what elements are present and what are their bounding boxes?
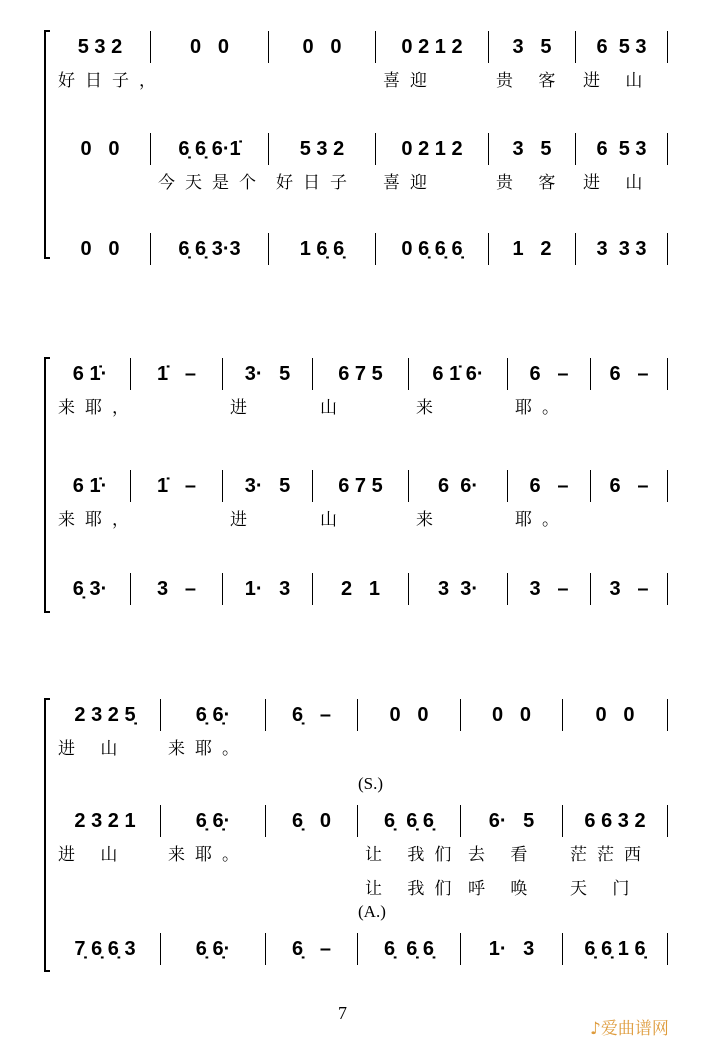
measure: 6̣ 6̣· [160, 933, 265, 965]
lyrics-line [50, 734, 668, 759]
measure: 3 – [507, 573, 590, 605]
lyric-text: 贵 客 [496, 71, 566, 91]
measure: 0 2 1 2 [375, 133, 488, 165]
staff-3 [50, 572, 668, 606]
soprano-label: (S.) [358, 774, 384, 793]
measure: 3· 5 [222, 358, 312, 390]
measure: 6 – [590, 470, 668, 502]
staff-2 [50, 132, 668, 166]
lyric-text: 来 [416, 398, 443, 418]
measure: 0 0 [562, 699, 668, 731]
lyric-text: 去 看 [468, 845, 538, 865]
measure: 5 3 2 [268, 133, 375, 165]
measure: 6̣ 3· [72, 577, 108, 600]
lyric-text: 进 山 [58, 845, 128, 865]
measure: 3 3· [408, 573, 507, 605]
measure: 6 6 3 2 [562, 805, 668, 837]
lyric-text [357, 734, 460, 759]
measure: 6· 5 [460, 805, 562, 837]
lyric-text [268, 66, 375, 91]
staff-2 [50, 804, 668, 838]
lyric-text: 耶。 [515, 510, 569, 530]
measure: 1· 3 [460, 933, 562, 965]
measure: 1̇ – [130, 470, 222, 502]
measure: 0 0 [80, 137, 120, 160]
lyric-text: 来耶， [58, 510, 139, 530]
lyric-text [130, 393, 222, 418]
lyric-text [160, 874, 265, 899]
measure: 3 – [130, 573, 222, 605]
measure: 6̣ 6̣ 1 6̣ [562, 933, 668, 965]
lyric-text [150, 66, 268, 91]
measure: 6 1̇ 6· [408, 358, 507, 390]
measure: 3 5 [488, 133, 575, 165]
measure: 6̣ 6̣· [160, 805, 265, 837]
measure: 6 1̇· [72, 362, 108, 385]
lyric-text: 耶。 [515, 398, 569, 418]
measure: 0 0 [460, 699, 562, 731]
measure: 5 3 2 [77, 35, 123, 58]
lyric-text [562, 734, 668, 759]
alto-label: (A.) [358, 902, 386, 921]
lyric-text: 好日子 [276, 173, 357, 193]
measure: 6̣ 6̣· [160, 699, 265, 731]
measure: 6 1̇· [72, 474, 108, 497]
lyric-text [460, 734, 562, 759]
measure: 3 – [590, 573, 668, 605]
staff-2 [50, 469, 668, 503]
lyric-text: 来 [416, 510, 443, 530]
lyrics-line [50, 874, 668, 899]
lyric-text [50, 168, 150, 193]
measure: 6 5 3 [575, 31, 668, 63]
watermark-logo: ♪爱曲谱网 [590, 1019, 669, 1039]
lyric-text [265, 874, 357, 899]
measure: 6 7 5 [312, 470, 408, 502]
lyric-text: 好日子， [58, 71, 166, 91]
lyric-text: 进 山 [583, 71, 653, 91]
system-3 [50, 698, 670, 978]
measure: 1 6̣ 6̣ [268, 233, 375, 265]
lyric-text: 进 [230, 398, 257, 418]
measure: 0 0 [150, 31, 268, 63]
staff-1 [50, 30, 668, 64]
lyric-text: 喜迎 [383, 173, 437, 193]
measure: 2 3 2 1 [74, 809, 136, 832]
measure: 6̣ 6̣ 6̣ [357, 933, 460, 965]
measure: 0 6̣ 6̣ 6̣ [375, 233, 488, 265]
lyric-text [265, 840, 357, 865]
lyric-text: 让 我们 [365, 845, 462, 865]
lyric-text [590, 505, 668, 530]
measure: 2 1 [312, 573, 408, 605]
lyric-text: 山 [320, 398, 347, 418]
measure: 3· 5 [222, 470, 312, 502]
lyric-text: 进 [230, 510, 257, 530]
measure: 7̣ 6̣ 6̣ 3 [74, 937, 136, 960]
staff-1 [50, 357, 668, 391]
lyric-text: 呼 唤 [468, 879, 538, 899]
lyrics-line [50, 840, 668, 865]
lyric-text: 来耶。 [168, 739, 249, 759]
lyric-text: 茫茫西 [570, 845, 651, 865]
measure: 6̣ 6̣ 6̣ [357, 805, 460, 837]
measure: 6 – [590, 358, 668, 390]
measure: 6 – [507, 470, 590, 502]
measure: 6 5 3 [575, 133, 668, 165]
measure: 1 2 [488, 233, 575, 265]
lyric-text: 来耶， [58, 398, 139, 418]
lyric-text: 进 山 [58, 739, 128, 759]
lyric-text: 进 山 [583, 173, 653, 193]
lyrics-line [50, 168, 668, 193]
measure: 1· 3 [222, 573, 312, 605]
lyric-text: 今天是个 [158, 173, 266, 193]
staff-3 [50, 232, 668, 266]
measure: 6 – [507, 358, 590, 390]
staff-1 [50, 698, 668, 732]
system-1 [50, 30, 670, 270]
measure: 1̇ – [130, 358, 222, 390]
measure: 6̣ 6̣ 6·1̇ [150, 133, 268, 165]
measure: 3 5 [488, 31, 575, 63]
staff-3 [50, 932, 668, 966]
lyric-text [590, 393, 668, 418]
measure: 0 2 1 2 [375, 31, 488, 63]
measure: 6 6· [408, 470, 507, 502]
measure: 2 3 2 5̣ [74, 703, 136, 726]
measure: 0 0 [357, 699, 460, 731]
lyric-text: 来耶。 [168, 845, 249, 865]
lyric-text: 喜迎 [383, 71, 437, 91]
lyric-text [130, 505, 222, 530]
measure: 6̣ – [265, 933, 357, 965]
lyric-text: 天 门 [570, 879, 640, 899]
measure: 6 7 5 [312, 358, 408, 390]
lyric-text: 山 [320, 510, 347, 530]
lyrics-line [50, 505, 668, 530]
lyric-text: 贵 客 [496, 173, 566, 193]
measure: 0 0 [80, 237, 120, 260]
lyric-text [50, 874, 160, 899]
measure: 6̣ 0 [265, 805, 357, 837]
measure: 6̣ – [265, 699, 357, 731]
lyrics-line [50, 393, 668, 418]
measure: 0 0 [268, 31, 375, 63]
lyric-text [265, 734, 357, 759]
lyrics-line [50, 66, 668, 91]
measure: 3 3 3 [575, 233, 668, 265]
system-2 [50, 357, 670, 607]
page-number: 7 [338, 1003, 347, 1023]
measure: 6̣ 6̣ 3·3 [150, 233, 268, 265]
lyric-text: 让 我们 [365, 879, 462, 899]
